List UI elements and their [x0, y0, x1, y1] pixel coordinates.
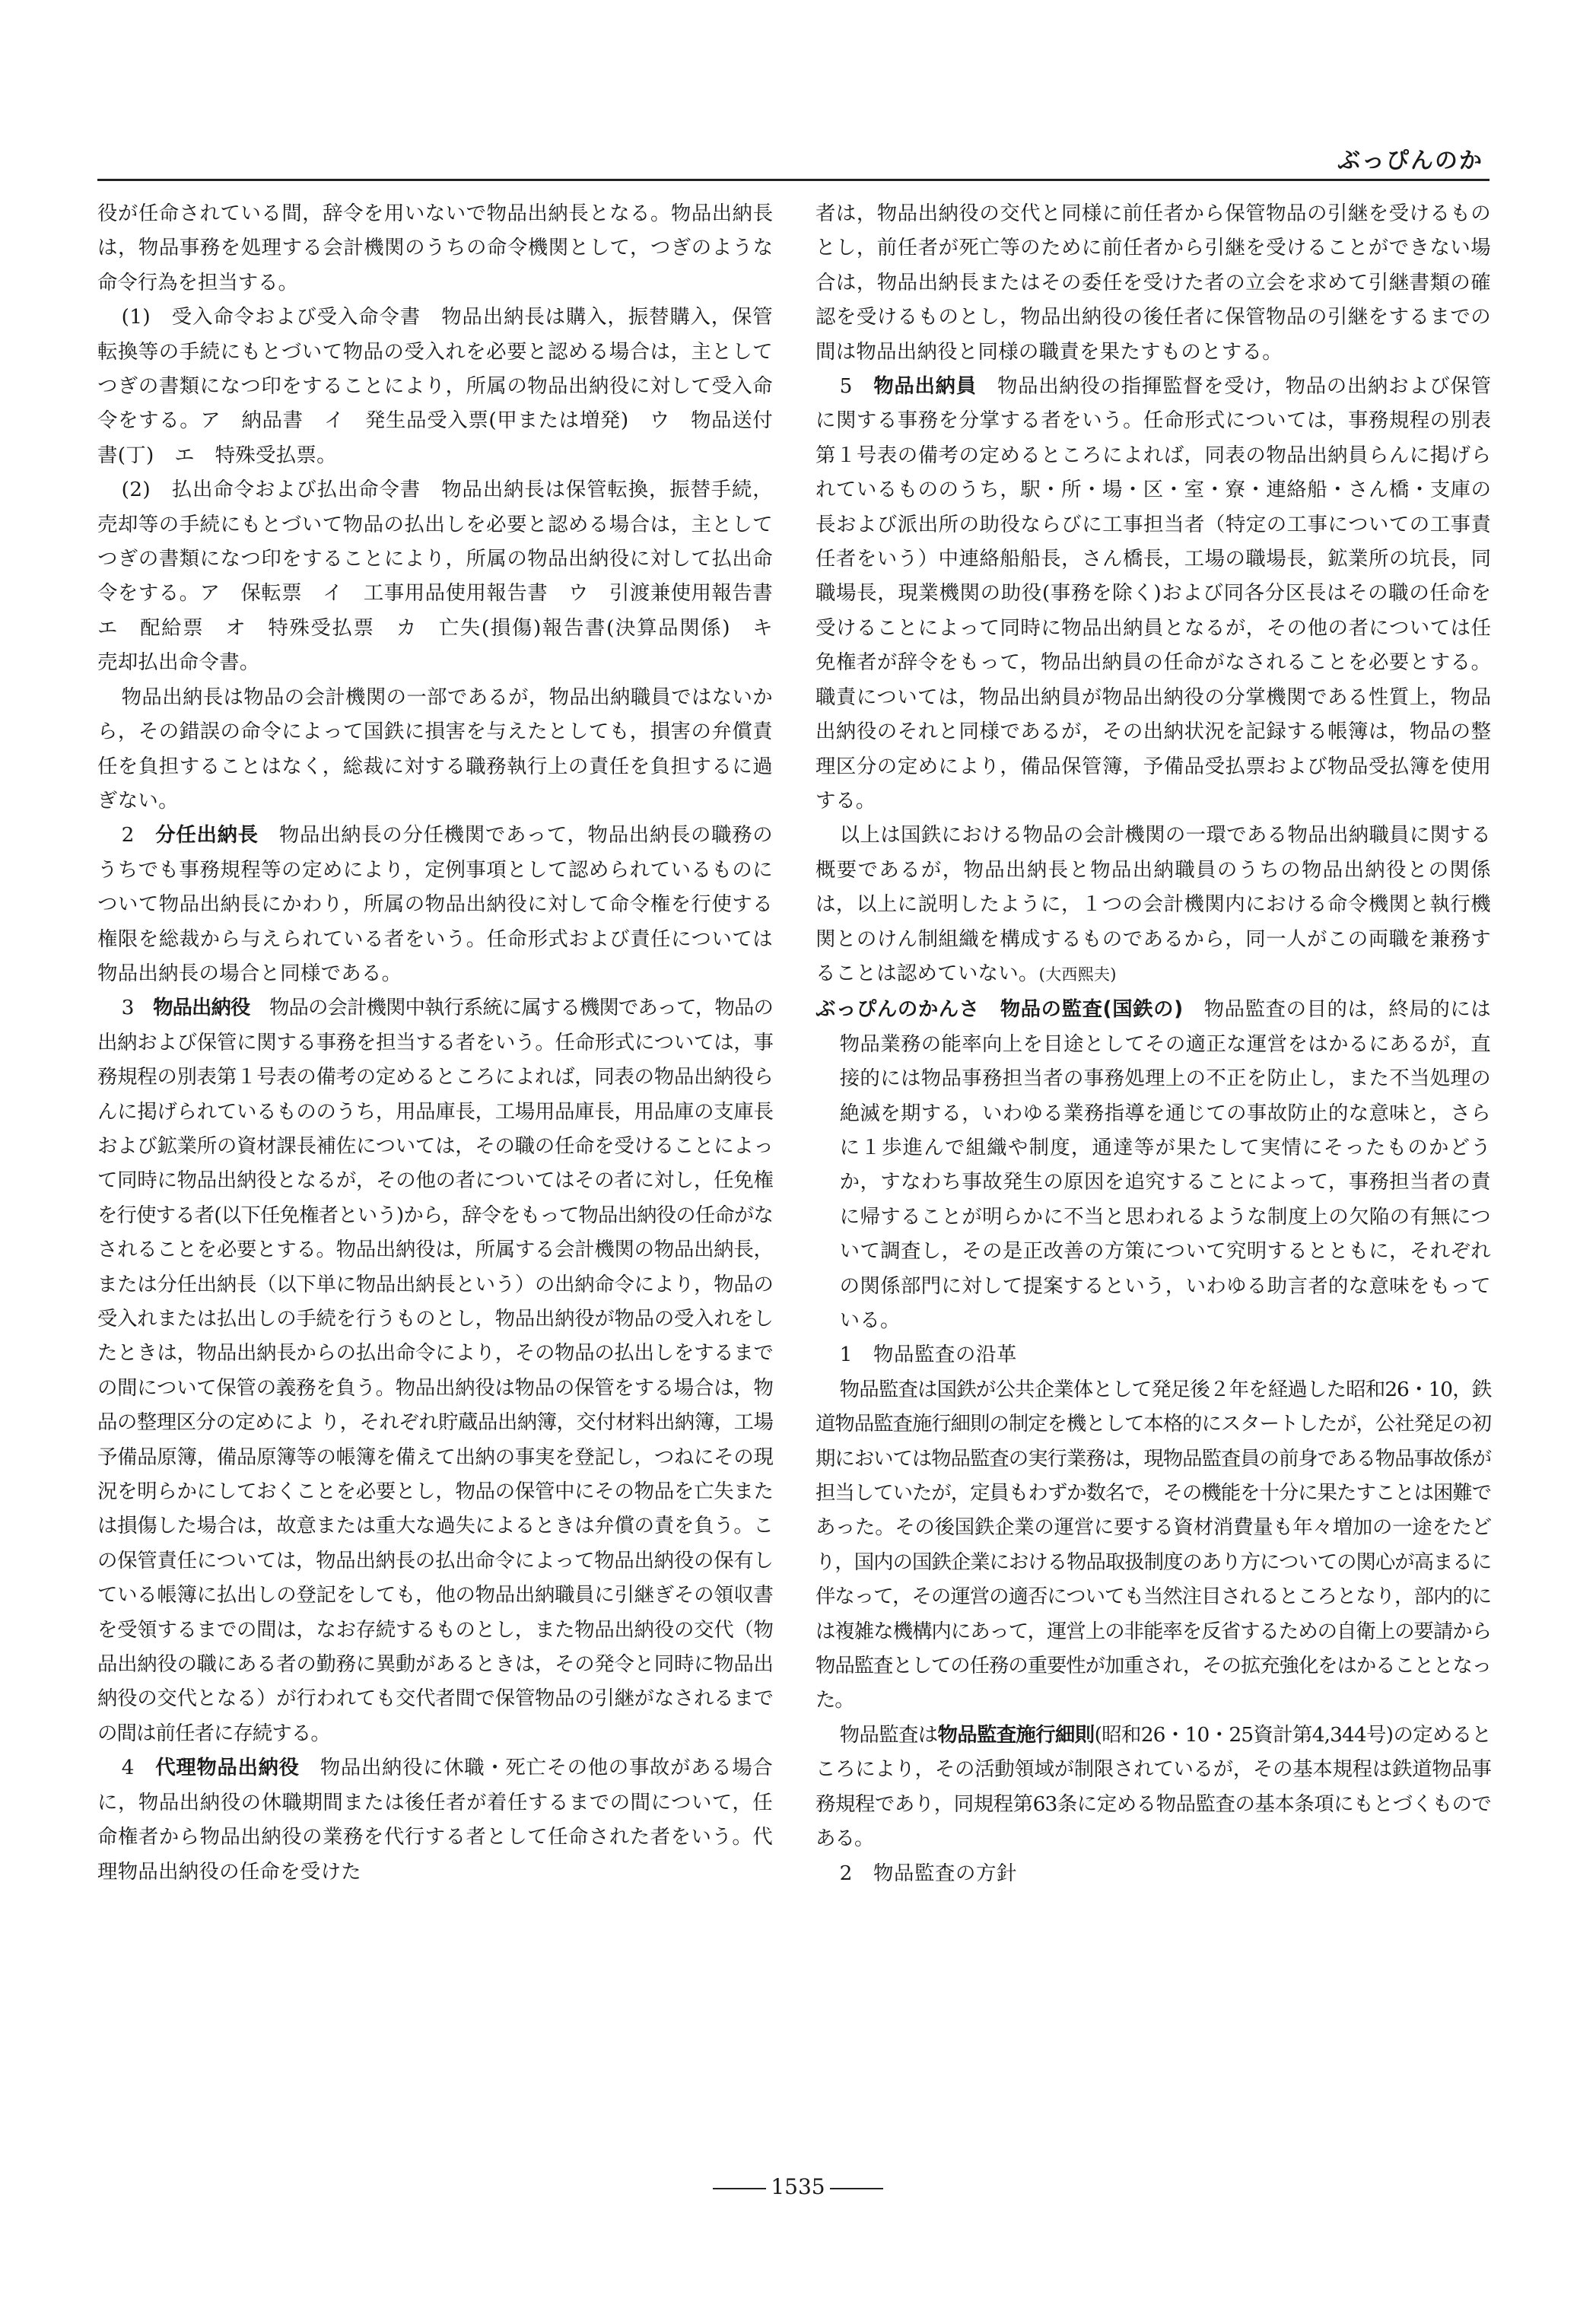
subsection-acting-officer — [97, 1750, 773, 1889]
paragraph-regulations — [815, 1718, 1491, 1856]
subsection-text: 物品出納役に休職・死亡その他の事故がある場合に，物品出納役の休職期間または後任者が着任するまでの間について，任命権者から物品出納役の業務を代行する者として任命された者をいう。代理物品出納役の任命を受けた — [97, 1756, 773, 1884]
paragraph: 役が任命されている間，辞令を用いないで物品出納長となる。物品出納長は，物品事務を処理する会計機関のうちの命令機関として，つぎのような命令行為を担当する。 — [97, 202, 773, 294]
subsection-number: 5 — [839, 374, 853, 399]
left-column — [97, 196, 793, 1889]
subsection-number: 4 — [121, 1756, 135, 1780]
section-heading: 2 物品監査の方針 — [839, 1861, 1017, 1885]
right-column — [815, 196, 1491, 1890]
subsection-term: 物品出納役 — [153, 996, 250, 1020]
entry-text: 物品監査の目的は，終局的には物品業務の能率向上を目途としてその適正な運営をはかるにあるが，直接的には物品事務担当者の事務処理上の不正を防止し，また不当処理の絶滅を期する，いわゆる業務指導を通じての事故防止的な意味と，さらに１歩進んで組織や制度，通達等が果たして実情にそったものかどうか，すなわち事故発生の原因を追究することによって，事務担当者の責に帰することが明らかに不当と思われるような制度上の欠陥の有無について調査し，その是正改善の方策について究明するとともに，それぞれの関係部門に対して提案するという，いわゆる助言者的な意味をもっている。 — [839, 997, 1491, 1332]
subsection-term: 物品出納員 — [873, 374, 977, 399]
page-number-dash — [713, 2188, 766, 2189]
page-number — [0, 2174, 1596, 2199]
subsection-term: 代理物品出納役 — [155, 1756, 300, 1780]
paragraph-summary — [815, 818, 1491, 992]
subsection-term: 分任出納長 — [155, 823, 259, 847]
section-heading: 1 物品監査の沿革 — [839, 1343, 1017, 1367]
header-rule — [97, 179, 1489, 181]
summary-text: 以上は国鉄における物品の会計機関の一環である物品出納職員に関する概要であるが，物品出納長と物品出納職員のうちの物品出納役との関係は，以上に説明したように，１つの会計機関内における命令機関と執行機関とのけん制組織を構成するものであるから，同一人がこの両職を兼務することは認めていない。 — [815, 823, 1491, 985]
page-number-value: 1535 — [771, 2174, 825, 2199]
paragraph-lead: 物品監査は — [839, 1722, 938, 1747]
subsection-goods-officer — [97, 990, 773, 1750]
subsection-number: 3 — [121, 996, 134, 1020]
subsection-text: 物品の会計機関中執行系統に属する機関であって，物品の出納および保管に関する事務を担当する者をいう。任命形式については，事務規程の別表第１号表の備考の定めるところによれば，同表の物品出納役らんに掲げられているもののうち，用品庫長，工場用品庫長，用品庫の支庫長および鉱業所の資材課長補佐については，その職の任命を受けることによって同時に物品出納役となるが，その他の者についてはその者に対し，任免権を行使する者(以下任免権者という)から，辞令をもって物品出納役の任命がなされることを必要とする。物品出納役は，所属する会計機関の物品出納長，または分任出納長（以下単に物品出納長という）の出納命令により，物品の受入れまたは払出しの手続を行うものとし，物品出納役が物品の受入れをしたときは，物品出納長からの払出命令により，その物品の払出しをするまでの間について保管の義務を負う。物品出納役は物品の保管をする場合は，物品の整理区分の定めによ り，それぞれ貯蔵品出納簿，交付材料出納簿，工場予備品原簿，備品原簿等の帳簿を備えて出納の事実を登記し，つねにその現況を明らかにしておくことを必要とし，物品の保管中にその物品を亡失または損傷した場合は，故意または重大な過失によるときは弁償の責を負う。この保管責任については，物品出納長の払出命令によって物品出納役の保有している帳簿に払出しの登記をしても，他の物品出納職員に引継ぎその領収書を受領するまでの間は，なお存続するものとし，また物品出納役の交代（物品出納役の職にある者の勤務に異動があるときは，その発令と同時に物品出納役の交代となる）が行われても交代者間で保管物品の引継がなされるまでの間は前任者に存続する。 — [97, 996, 774, 1745]
page-number-dash — [830, 2188, 883, 2189]
subsection-number: 2 — [121, 823, 135, 847]
subsection-branch-treasurer — [97, 818, 773, 990]
author-credit: (大西熙夫) — [1038, 965, 1117, 984]
paragraph-receipt-order: (1) 受入命令および受入命令書 物品出納長は購入，振替購入，保管転換等の手続にもとづいて物品の受入れを必要と認める場合は，主としてつぎの書類になつ印をすることにより，所属の物品出納役に対して受入命令をする。ア 納品書 イ 発生品受入票(甲または増発) ウ 物品送付書(丁) エ 特殊受払票。 — [97, 305, 773, 467]
paragraph-history: 物品監査は国鉄が公共企業体として発足後２年を経過した昭和26・10，鉄道物品監査施行細則の制定を機として本格的にスタートしたが，公社発足の初期においては物品監査の実行業務は，現物品監査員の前身である物品事故係が担当していたが，定員もわずか数名で，その機能を十分に果たすことは困難であった。その後国鉄企業の運営に要する資材消費量も年々増加の一途をたどり，国内の国鉄企業における物品取扱制度のあり方についての関心が高まるに伴なって，その運営の適否についても当然注目されるところとなり，部内的には複雑な機構内にあって，運営上の非能率を反省するための自衛上の要請から物品監査としての任務の重要性が加重され，その拡充強化をはかることとなった。 — [815, 1377, 1491, 1712]
paragraph-text: (昭和26・10・25資計第4,344号)の定めるところにより，その活動領域が制限されているが，その基本規程は鉄道物品事務規程であり，同規程第63条に定める物品監査の基本条項にもとづくものである。 — [815, 1722, 1491, 1851]
dictionary-entry — [815, 992, 1491, 1337]
subsection-text: 物品出納役の指揮監督を受け，物品の出納および保管に関する事務を分掌する者をいう。任命形式については，事務規程の別表第１号表の備考の定めるところによれば，同表の物品出納員らんに掲げられているもののうち，駅・所・場・区・室・寮・連絡船・さん橋・支庫の長および派出所の助役ならびに工事担当者（特定の工事についての工事責任者をいう）中連絡船船長，さん橋長，工場の職場長，鉱業所の坑長，同職場長，現業機関の助役(事務を除く)および同各分区長はその職の任命を受けることによって同時に物品出納員となるが，その他の者については任免権者が辞令をもって，物品出納員の任命がなされることを必要とする。職責については，物品出納員が物品出納役の分掌機関である性質上，物品出納役のそれと同様であるが，その出納状況を記録する帳簿は，物品の整理区分の定めにより，備品保管簿，予備品受払票および物品受払簿を使用する。 — [815, 374, 1492, 812]
paragraph: 物品出納長は物品の会計機関の一部であるが，物品出納職員ではないから，その錯誤の命令によって国鉄に損害を与えたとしても，損害の弁償責任を負担することはなく，総裁に対する職務執行上の責任を負担するに過ぎない。 — [97, 685, 773, 812]
subsection-text: 物品出納長の分任機関であって，物品出納長の職務のうちでも事務規程等の定めにより，定例事項として認められているものについて物品出納長にかわり，所属の物品出納役に対して命令権を行使する権限を総裁から与えられている者をいう。任命形式および責任については物品出納長の場合と同様である。 — [97, 823, 773, 985]
entry-heading: ぶっぴんのかんさ 物品の監査(国鉄の) — [815, 997, 1184, 1022]
paragraph-issue-order: (2) 払出命令および払出命令書 物品出納長は保管転換，振替手続，売却等の手続にもとづいて物品の払出しを必要と認める場合は，主としてつぎの書類になつ印をすることにより，所属の物品出納役に対して払出命令をする。ア 保転票 イ 工事用品使用報告書 ウ 引渡兼使用報告書 エ 配給票 オ 特殊受払票 カ 亡失(損傷)報告書(決算品関係) キ 売却払出命令書。 — [97, 478, 793, 675]
paragraph: 者は，物品出納役の交代と同様に前任者から保管物品の引継を受けるものとし，前任者が死亡等のために前任者から引継を受けることができない場合は，物品出納長またはその委任を受けた者の立会を求めて引継書類の確認を受けるものとし，物品出納役の後任者に保管物品の引継をするまでの間は物品出納役と同様の職責を果たすものとする。 — [815, 202, 1491, 364]
regulation-term: 物品監査施行細則 — [937, 1722, 1095, 1747]
running-head: ぶっぴんのか — [1337, 148, 1483, 174]
subsection-goods-clerk — [815, 369, 1491, 818]
